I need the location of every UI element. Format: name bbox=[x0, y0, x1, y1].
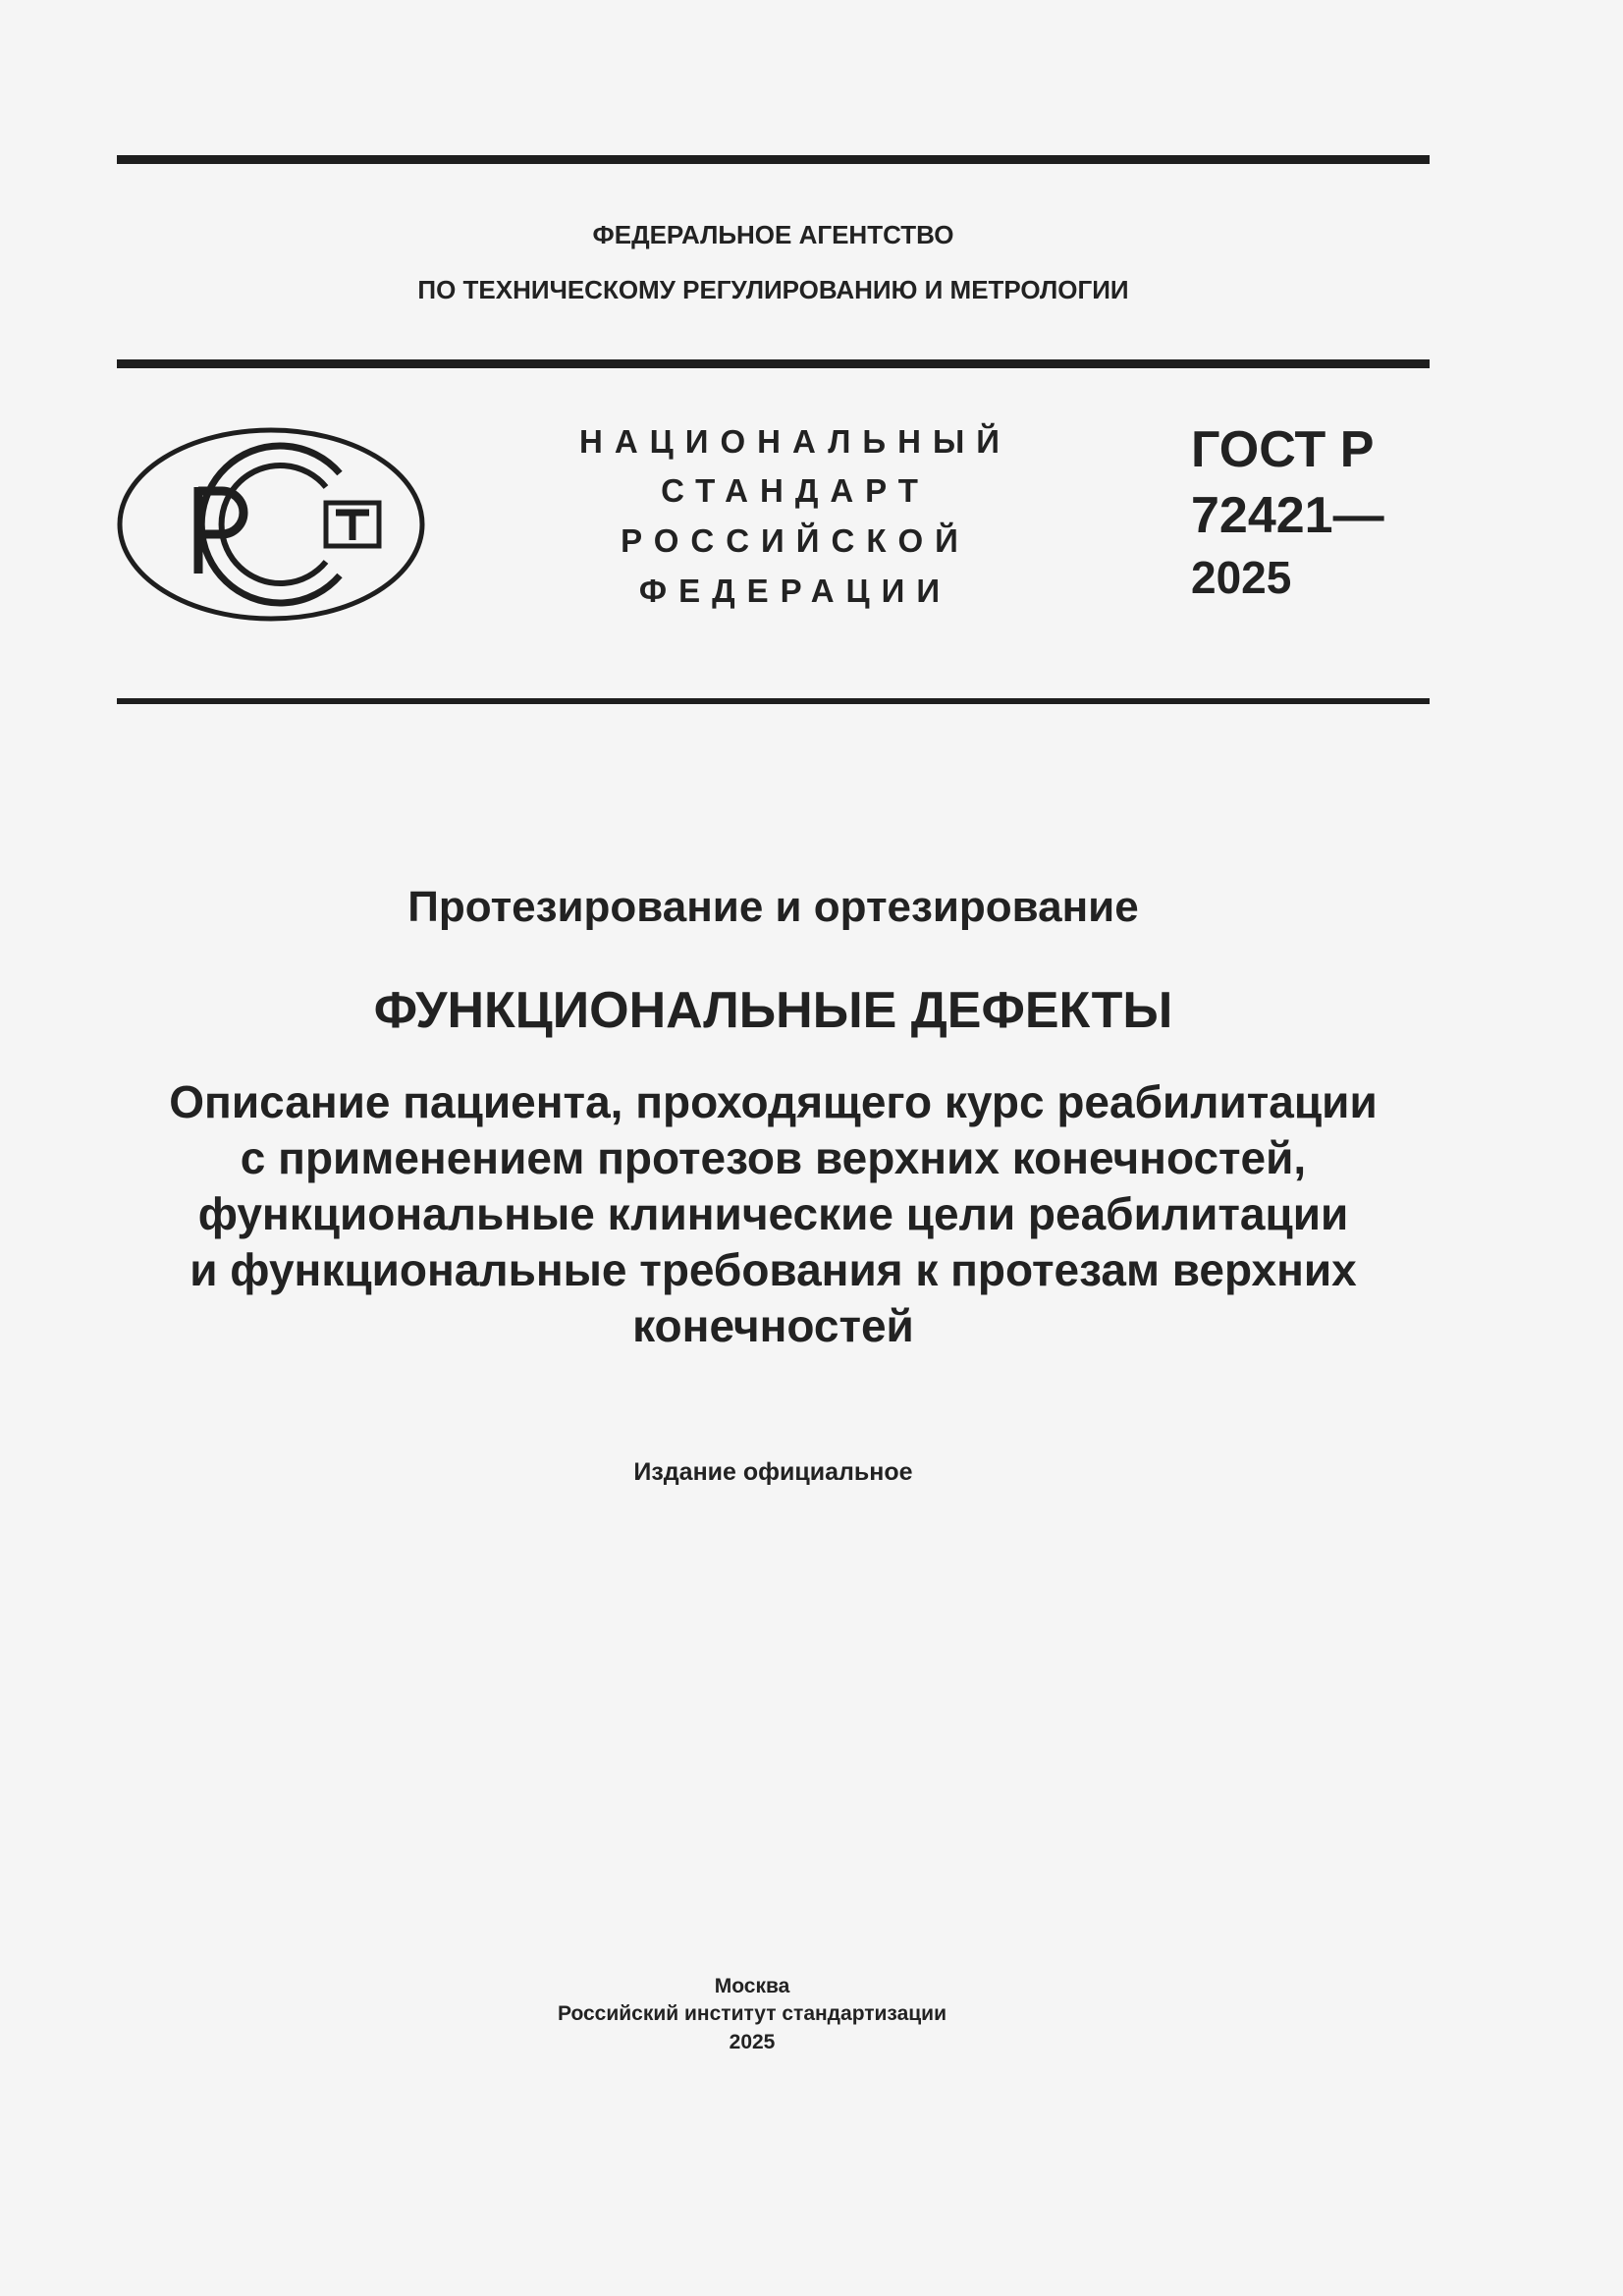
document-description bbox=[117, 1074, 1430, 1354]
document-main-title: ФУНКЦИОНАЛЬНЫЕ ДЕФЕКТЫ bbox=[373, 982, 1173, 1039]
imprint-city: Москва bbox=[714, 1975, 790, 1997]
header-bottom-rule bbox=[117, 359, 1430, 368]
imprint-publisher: Российский институт стандартизации bbox=[557, 2002, 947, 2025]
national-standard-line-4: ФЕДЕРАЦИИ bbox=[638, 573, 952, 609]
description-line-1: Описание пациента, проходящего курс реабилитации bbox=[169, 1076, 1378, 1127]
description-line-4: и функциональные требования к протезам верхних bbox=[189, 1244, 1357, 1295]
national-standard-line-1: НАЦИОНАЛЬНЫЙ bbox=[579, 423, 1011, 460]
agency-name-line-2: ПО ТЕХНИЧЕСКОМУ РЕГУЛИРОВАНИЮ И МЕТРОЛОГИИ bbox=[417, 275, 1129, 304]
description-line-5: конечностей bbox=[632, 1300, 914, 1351]
gost-designation-line-1: ГОСТ Р bbox=[1191, 421, 1375, 478]
description-line-3: функциональные клинические цели реабилитации bbox=[197, 1188, 1349, 1239]
rst-logo-icon bbox=[116, 426, 426, 623]
standard-block-bottom-rule bbox=[117, 698, 1430, 704]
document-subject: Протезирование и ортезирование bbox=[407, 883, 1139, 931]
gost-designation-line-2: 72421— bbox=[1191, 487, 1384, 544]
edition-label: Издание официальное bbox=[633, 1458, 913, 1486]
national-standard-line-2: СТАНДАРТ bbox=[661, 472, 930, 509]
national-standard-line-3: РОССИЙСКОЙ bbox=[621, 522, 970, 559]
gost-designation-year: 2025 bbox=[1191, 552, 1292, 603]
top-rule bbox=[117, 155, 1430, 164]
imprint-year: 2025 bbox=[729, 2031, 776, 2053]
description-line-2: с применением протезов верхних конечностей, bbox=[240, 1132, 1307, 1183]
agency-name-line-1: ФЕДЕРАЛЬНОЕ АГЕНТСТВО bbox=[592, 220, 954, 249]
